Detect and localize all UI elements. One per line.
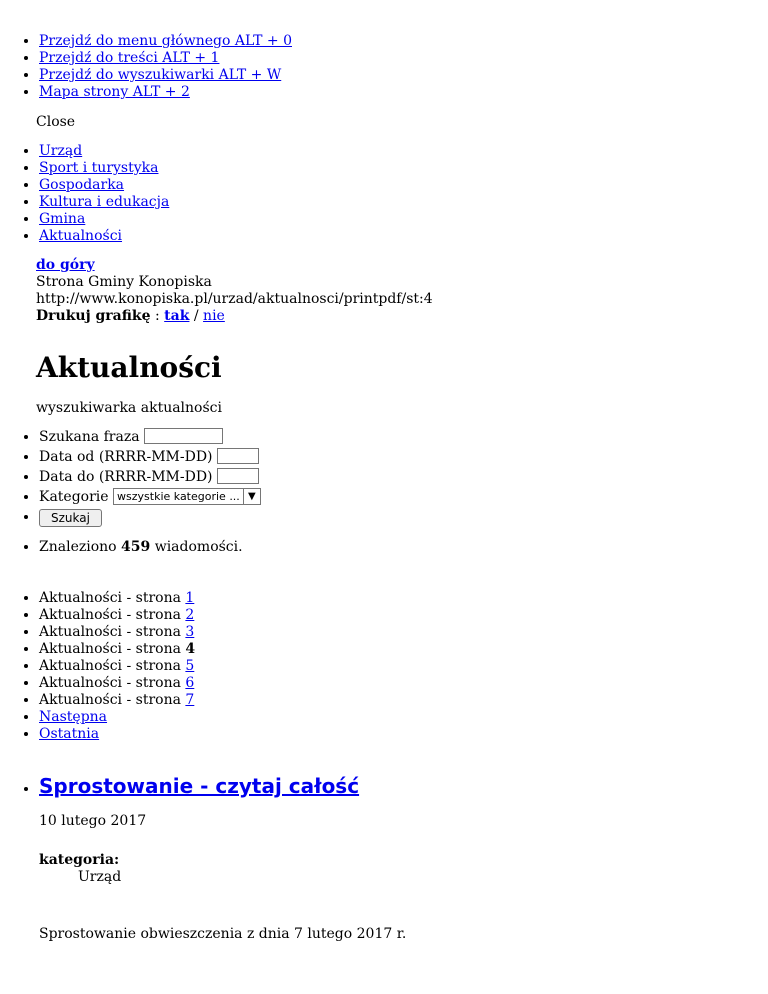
results-count: 459	[121, 539, 151, 555]
article-title-link[interactable]: Sprostowanie - czytaj całość	[39, 774, 360, 798]
date-to-input[interactable]	[217, 468, 259, 484]
results-suffix: wiadomości.	[150, 539, 243, 555]
page-title: Aktualności	[36, 351, 222, 384]
separator: /	[189, 308, 204, 324]
page-prefix: Aktualności - strona	[39, 624, 186, 640]
list-item	[39, 590, 768, 607]
last-page-link[interactable]: Ostatnia	[39, 726, 100, 742]
list-item	[39, 487, 768, 507]
list-item	[39, 50, 768, 67]
skip-links	[0, 33, 768, 101]
nav-item-aktualnosci[interactable]: Aktualności	[39, 228, 123, 244]
nav-item-gmina[interactable]: Gmina	[39, 211, 86, 227]
close-button[interactable]: Close	[36, 114, 76, 130]
page-prefix: Aktualności - strona	[39, 658, 186, 674]
list-item	[39, 726, 768, 743]
list-item	[39, 211, 768, 228]
list-item	[39, 641, 768, 658]
print-graphics-row	[36, 308, 768, 325]
nav-item-sport[interactable]: Sport i turystyka	[39, 160, 159, 176]
phrase-input[interactable]	[144, 428, 223, 444]
list-item	[39, 607, 768, 624]
print-graphics-yes-link[interactable]: tak	[164, 308, 190, 324]
page-prefix: Aktualności - strona	[39, 675, 186, 691]
page-prefix: Aktualności - strona	[39, 607, 186, 623]
list-item	[39, 84, 768, 101]
page-url: http://www.konopiska.pl/urzad/aktualnosci/printpdf/st:4	[36, 291, 433, 307]
main-nav	[0, 143, 768, 245]
list-item	[39, 467, 768, 487]
page-prefix: Aktualności - strona	[39, 590, 186, 606]
date-from-label: Data od (RRRR-MM-DD)	[39, 449, 213, 465]
page-prefix: Aktualności - strona	[39, 692, 186, 708]
list-item	[39, 507, 768, 527]
list-item	[39, 177, 768, 194]
news-list	[0, 773, 768, 943]
phrase-label: Szukana fraza	[39, 429, 140, 445]
article-meta	[39, 852, 768, 886]
category-select[interactable]	[113, 488, 261, 505]
search-button[interactable]: Szukaj	[39, 509, 102, 527]
search-form	[0, 427, 768, 527]
list-item	[39, 773, 768, 943]
list-item	[39, 539, 768, 556]
category-heading: kategoria:	[39, 852, 120, 868]
next-page-link[interactable]: Następna	[39, 709, 108, 725]
list-item	[39, 447, 768, 467]
article-category: Urząd	[78, 869, 122, 885]
page-link-5[interactable]: 5	[185, 658, 195, 674]
sitemap-link[interactable]: Mapa strony ALT + 2	[39, 84, 190, 100]
list-item	[39, 33, 768, 50]
page-link-2[interactable]: 2	[185, 607, 195, 623]
category-select-value: wszystkie kategorie ...	[117, 489, 240, 503]
print-graphics-no-link[interactable]: nie	[203, 308, 225, 324]
list-item	[39, 692, 768, 709]
pagination	[0, 590, 768, 743]
nav-item-urzad[interactable]: Urząd	[39, 143, 83, 159]
search-title: wyszukiwarka aktualności	[36, 400, 222, 416]
list-item	[39, 160, 768, 177]
list-item	[39, 624, 768, 641]
list-item	[39, 427, 768, 447]
print-graphics-label: Drukuj grafikę	[36, 308, 151, 324]
skip-to-main-menu-link[interactable]: Przejdź do menu głównego ALT + 0	[39, 33, 292, 49]
list-item	[39, 67, 768, 84]
separator: :	[150, 308, 165, 324]
current-page: 4	[185, 641, 196, 657]
page-link-1[interactable]: 1	[185, 590, 195, 606]
page-prefix: Aktualności - strona	[39, 641, 186, 657]
date-from-input[interactable]	[217, 448, 259, 464]
nav-item-gospodarka[interactable]: Gospodarka	[39, 177, 125, 193]
page-link-3[interactable]: 3	[185, 624, 195, 640]
page-link-7[interactable]: 7	[185, 692, 195, 708]
chevron-down-icon: ▼	[243, 489, 260, 504]
list-item	[39, 143, 768, 160]
results-prefix: Znaleziono	[39, 539, 122, 555]
article-date: 10 lutego 2017	[39, 813, 147, 829]
results-summary	[0, 539, 768, 556]
page-link-6[interactable]: 6	[185, 675, 195, 691]
nav-item-kultura[interactable]: Kultura i edukacja	[39, 194, 170, 210]
site-name: Strona Gminy Konopiska	[36, 274, 212, 290]
date-to-label: Data do (RRRR-MM-DD)	[39, 469, 213, 485]
list-item	[39, 658, 768, 675]
list-item	[39, 228, 768, 245]
skip-to-content-link[interactable]: Przejdź do treści ALT + 1	[39, 50, 220, 66]
article-lead: Sprostowanie obwieszczenia z dnia 7 lutego 2017 r.	[39, 926, 407, 942]
back-to-top-link[interactable]: do góry	[36, 257, 95, 273]
list-item	[39, 709, 768, 726]
list-item	[39, 194, 768, 211]
list-item	[39, 675, 768, 692]
category-label: Kategorie	[39, 489, 109, 505]
skip-to-search-link[interactable]: Przejdź do wyszukiwarki ALT + W	[39, 67, 282, 83]
